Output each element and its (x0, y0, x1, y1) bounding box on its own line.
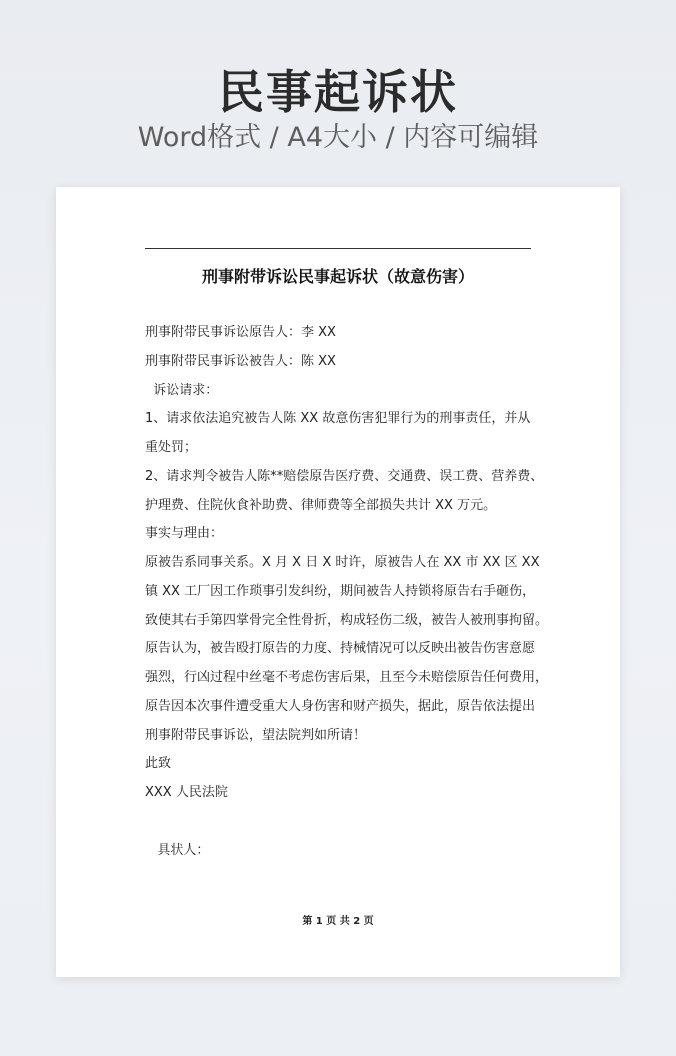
body-line: 1、请求依法追究被告人陈 XX 故意伤害犯罪行为的刑事责任，并从 (145, 411, 531, 426)
body-line: 强烈，行凶过程中丝毫不考虑伤害后果，且至今未赔偿原告任何费用， (145, 670, 549, 685)
body-line: 致使其右手第四掌骨完全性骨折，构成轻伤二级，被告人被刑事拘留。 (145, 613, 549, 628)
signature-label: 具状人： (145, 843, 210, 858)
claims-heading: 诉讼请求： (145, 383, 219, 398)
body-line: 护理费、住院伙食补助费、律师费等全部损失共计 XX 万元。 (145, 498, 497, 513)
header-rule (145, 248, 531, 249)
facts-heading: 事实与理由： (145, 526, 224, 541)
defendant-line: 刑事附带民事诉讼被告人：陈 XX (145, 354, 336, 369)
banner-title: 民事起诉状 (218, 65, 458, 119)
court-name: XXX 人民法院 (145, 785, 228, 800)
banner-subtitle: Word格式 / A4大小 / 内容可编辑 (137, 122, 539, 153)
plaintiff-line: 刑事附带民事诉讼原告人：李 XX (145, 325, 336, 340)
body-line: 刑事附带民事诉讼，望法院判如所请！ (145, 728, 367, 743)
body-line: 镇 XX 工厂因工作琐事引发纠纷，期间被告人持锁将原告右手砸伤， (145, 584, 536, 599)
page-number: 第 1 页 共 2 页 (302, 916, 374, 927)
salutation: 此致 (145, 756, 172, 771)
body-line: 2、请求判令被告人陈**赔偿原告医疗费、交通费、误工费、营养费、 (145, 469, 544, 484)
body-line: 原告因本次事件遭受重大人身伤害和财产损失，据此，原告依法提出 (145, 699, 536, 714)
document-page (56, 187, 620, 977)
body-line: 重处罚； (145, 440, 198, 455)
document-title: 刑事附带诉讼民事起诉状（故意伤害） (201, 267, 474, 286)
body-line: 原告认为，被告殴打原告的力度、持械情况可以反映出被告伤害意愿 (145, 641, 536, 656)
body-line: 原被告系同事关系。X 月 X 日 X 时许，原被告人在 XX 市 XX 区 XX (145, 555, 540, 570)
